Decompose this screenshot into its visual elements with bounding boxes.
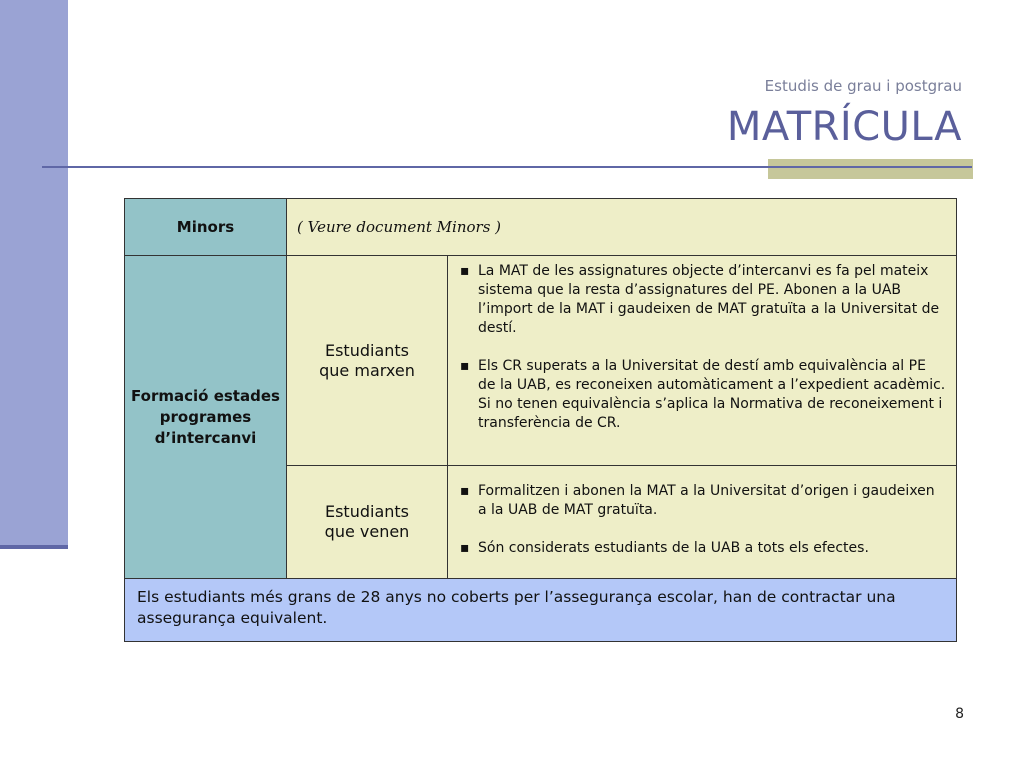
table-row-outgoing [125,256,957,466]
list-item: ▪ La MAT de les assignatures objecte d’intercanvi es fa pel mateix sistema que la resta d’assignatures del PE. Abonen a la UAB l’import de la MAT i gaudeixen de MAT gratuïta a la Universitat de destí. [460,262,946,338]
left-bar-edge [0,545,68,549]
left-decorative-bar [0,0,68,545]
slide-subtitle: Estudis de grau i postgrau [764,77,962,95]
incoming-students-label [287,466,448,579]
outgoing-bullet-list [448,262,956,433]
title-rule [42,166,972,168]
minors-label: Minors [125,199,287,256]
outgoing-bullets-cell [448,256,957,466]
slide-title: MATRÍCULA [726,104,962,150]
incoming-bullet-list [448,482,956,558]
outgoing-students-label [287,256,448,466]
matricula-table [124,198,957,642]
list-item: ▪ Formalitzen i abonen la MAT a la Universitat d’origen i gaudeixen a la UAB de MAT gratuïta. [460,482,946,520]
list-item: ▪ Els CR superats a la Universitat de destí amb equivalència al PE de la UAB, es reconeixen automàticament a l’expedient acadèmic. Si no tenen equivalència s’aplica la Normativa de reconeixement i transferència de CR. [460,357,946,433]
table-row-minors [125,199,957,256]
list-item: ▪ Són considerats estudiants de la UAB a tots els efectes. [460,539,946,558]
minors-note: ( Veure document Minors ) [287,199,957,256]
outgoing-students-text: Estudiants que marxen [319,340,415,380]
table-row-footer [125,579,957,642]
page-number: 8 [955,706,964,722]
accent-block [768,159,973,179]
incoming-students-text: Estudiants que venen [324,502,410,541]
insurance-note: Els estudiants més grans de 28 anys no coberts per l’assegurança escolar, han de contractar una assegurança equivalent. [125,579,957,642]
incoming-bullets-cell [448,466,957,579]
exchange-label: Formació estades programes d’intercanvi [125,256,287,579]
